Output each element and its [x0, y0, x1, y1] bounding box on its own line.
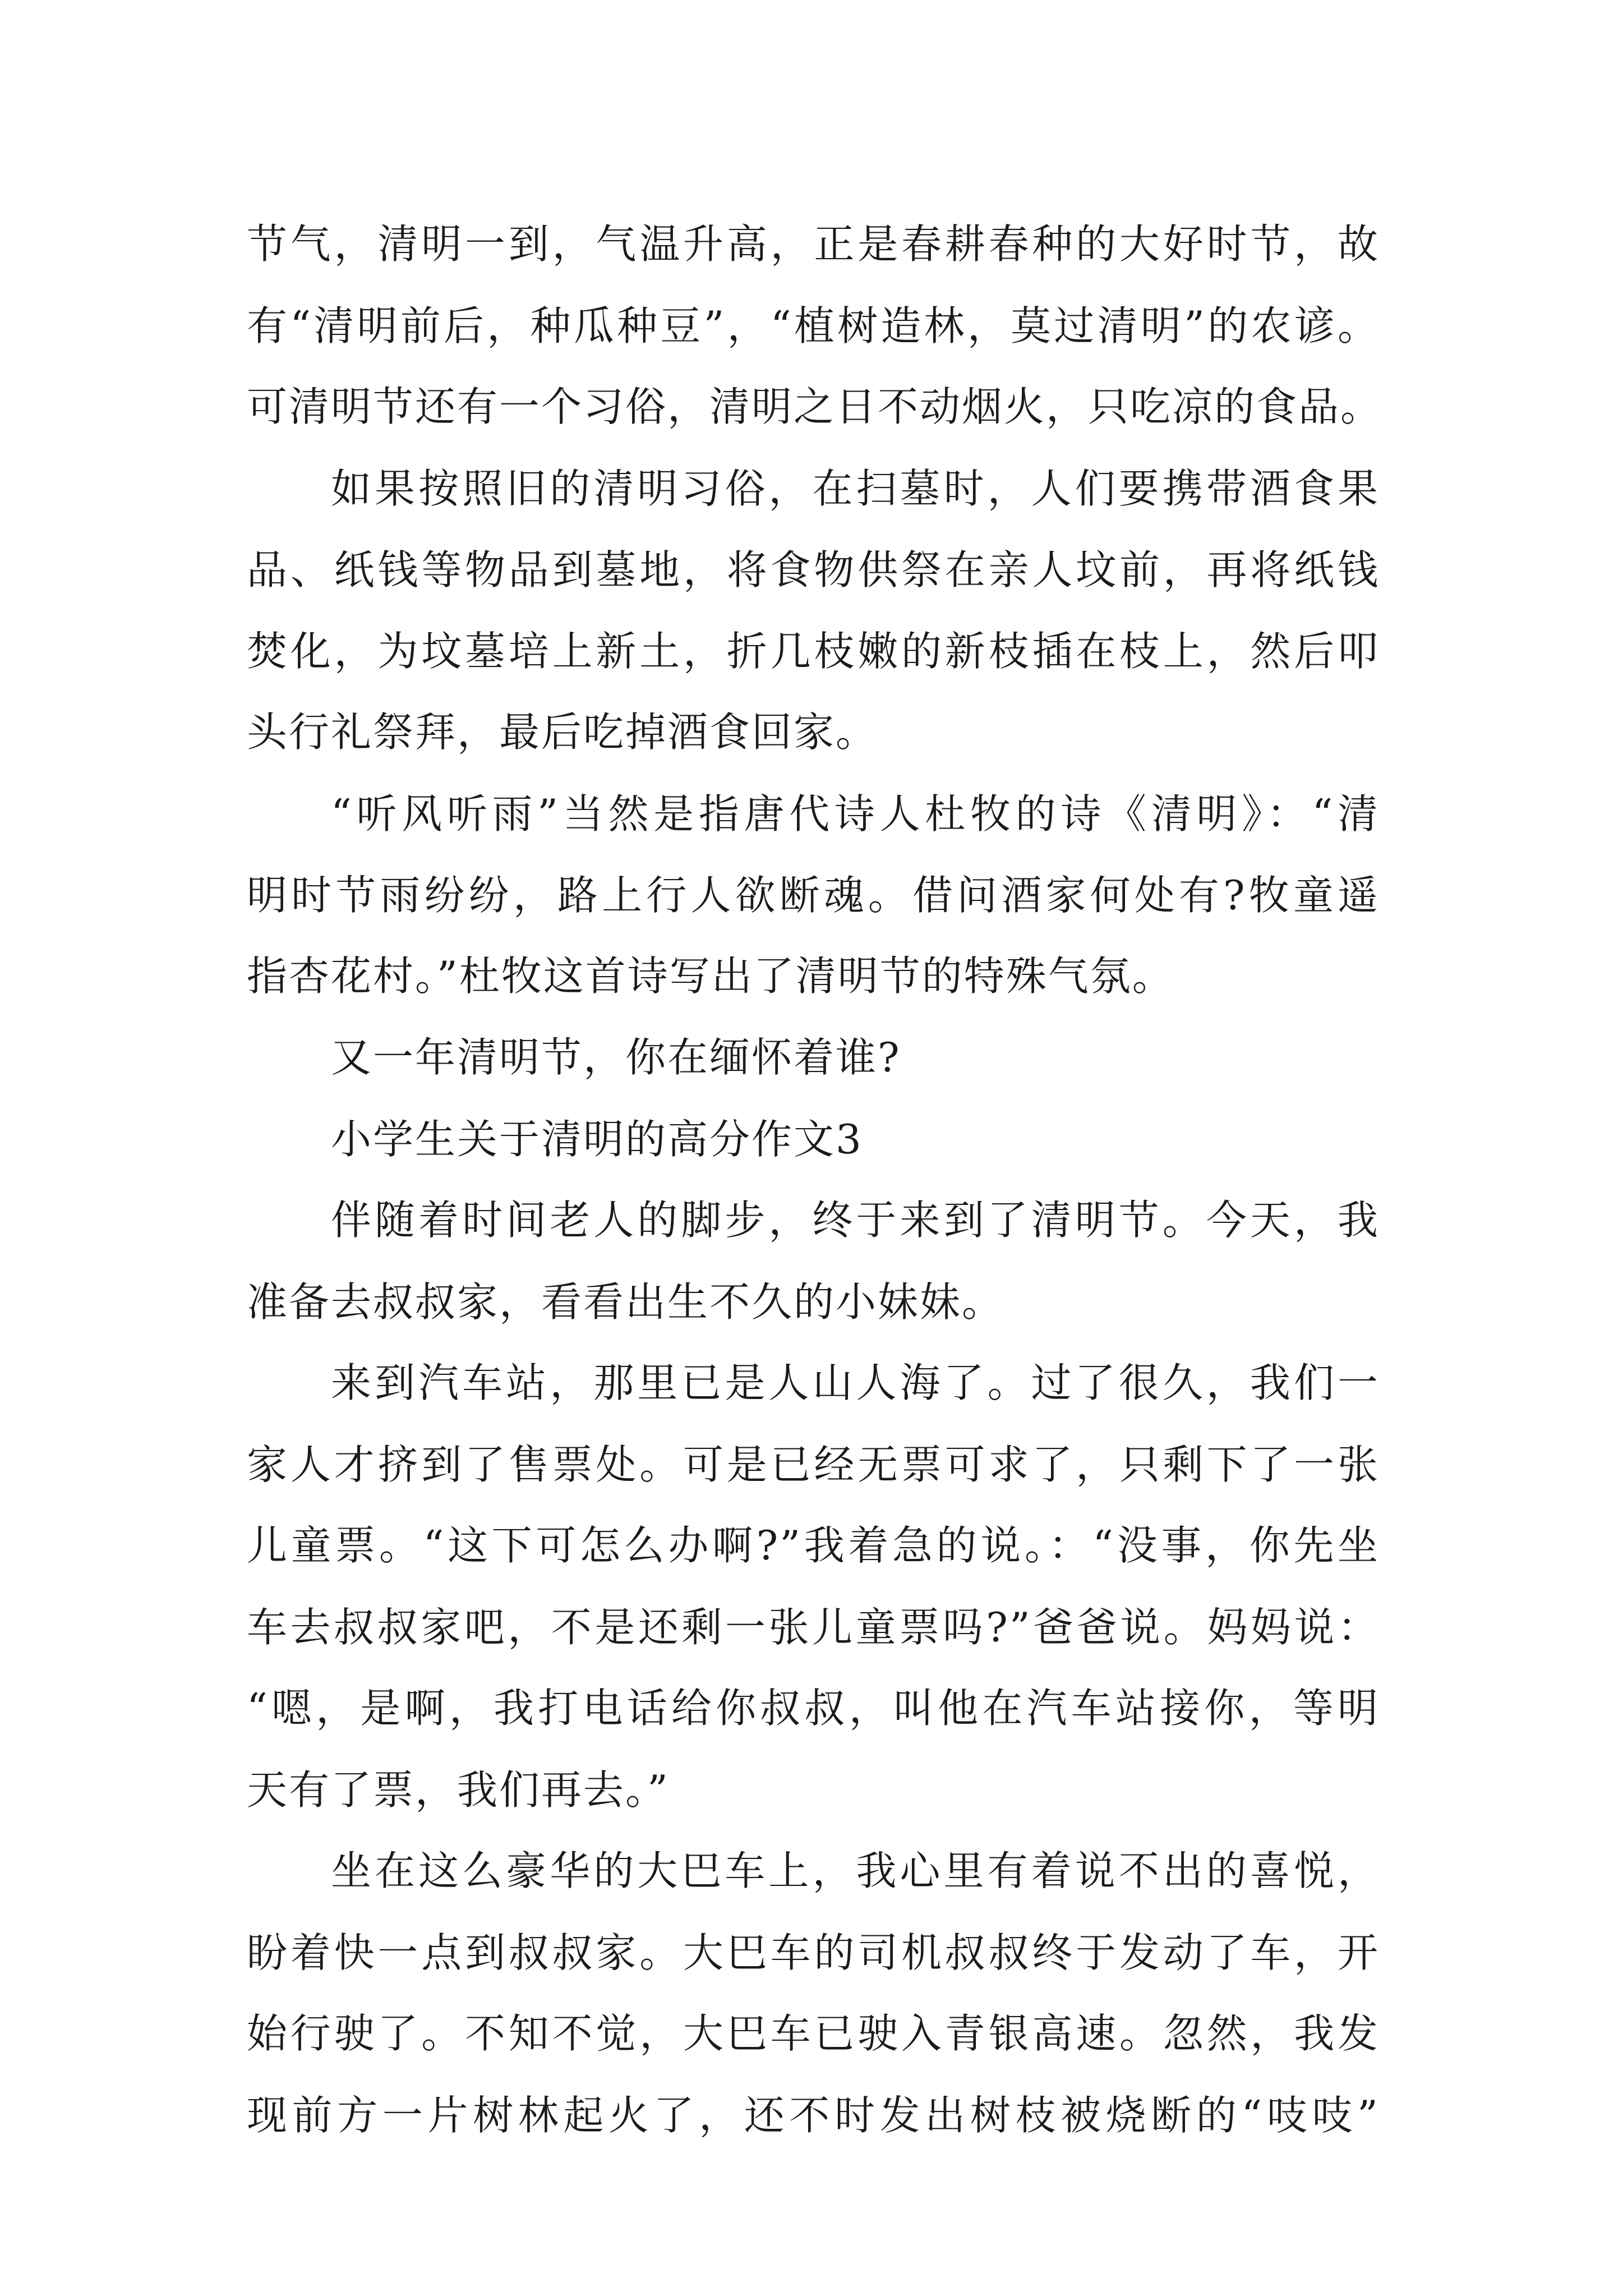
section-heading: 小学生关于清明的高分作文3: [331, 1116, 863, 1163]
text-line-6: 焚化，为坟墓培上新土，折几枝嫩的新枝插在枝上，然后叩: [247, 628, 1380, 675]
text-line-3: 可清明节还有一个习俗，清明之日不动烟火，只吃凉的食品。: [247, 383, 1383, 430]
text-line-7: 头行礼祭拜，最后吃掉酒食回家。: [247, 708, 878, 756]
text-line-22: 盼着快一点到叔叔家。大巴车的司机叔叔终于发动了车，开: [247, 1929, 1380, 1976]
text-line-2: 有“清明前后，种瓜种豆”，“植树造林，莫过清明”的农谚。: [247, 302, 1380, 349]
text-line-9: 明时节雨纷纷，路上行人欲断魂。借问酒家何处有?牧童遥: [247, 872, 1380, 919]
text-line-18: 车去叔叔家吧，不是还剩一张儿童票吗?”爸爸说。妈妈说：: [247, 1604, 1380, 1651]
text-line-20: 天有了票，我们再去。”: [247, 1766, 670, 1814]
text-line-17: 儿童票。“这下可怎么办啊?”我着急的说。：“没事，你先坐: [247, 1522, 1380, 1569]
text-line-19: “嗯，是啊，我打电话给你叔叔，叫他在汽车站接你，等明: [247, 1685, 1380, 1732]
text-line-8: “听风听雨”当然是指唐代诗人杜牧的诗《清明》：“清: [331, 790, 1380, 838]
text-line-11: 又一年清明节，你在缅怀着谁?: [331, 1034, 901, 1081]
text-line-5: 品、纸钱等物品到墓地，将食物供祭在亲人坟前，再将纸钱: [247, 546, 1380, 593]
text-line-16: 家人才挤到了售票处。可是已经无票可求了，只剩下了一张: [247, 1441, 1380, 1488]
text-line-24: 现前方一片树林起火了，还不时发出树枝被烧断的“吱吱”: [247, 2092, 1380, 2139]
text-line-10: 指杏花村。”杜牧这首诗写出了清明节的特殊气氛。: [247, 953, 1174, 1000]
text-line-4: 如果按照旧的清明习俗，在扫墓时，人们要携带酒食果: [331, 465, 1380, 512]
text-line-14: 准备去叔叔家，看看出生不久的小妹妹。: [247, 1278, 1004, 1326]
text-line-21: 坐在这么豪华的大巴车上，我心里有着说不出的喜悦，: [331, 1847, 1380, 1894]
text-line-23: 始行驶了。不知不觉，大巴车已驶入青银高速。忽然，我发: [247, 2010, 1380, 2057]
text-line-13: 伴随着时间老人的脚步，终于来到了清明节。今天，我: [331, 1197, 1380, 1244]
text-line-1: 节气，清明一到，气温升高，正是春耕春种的大好时节，故: [247, 220, 1380, 268]
text-line-15: 来到汽车站，那里已是人山人海了。过了很久，我们一: [331, 1359, 1380, 1406]
